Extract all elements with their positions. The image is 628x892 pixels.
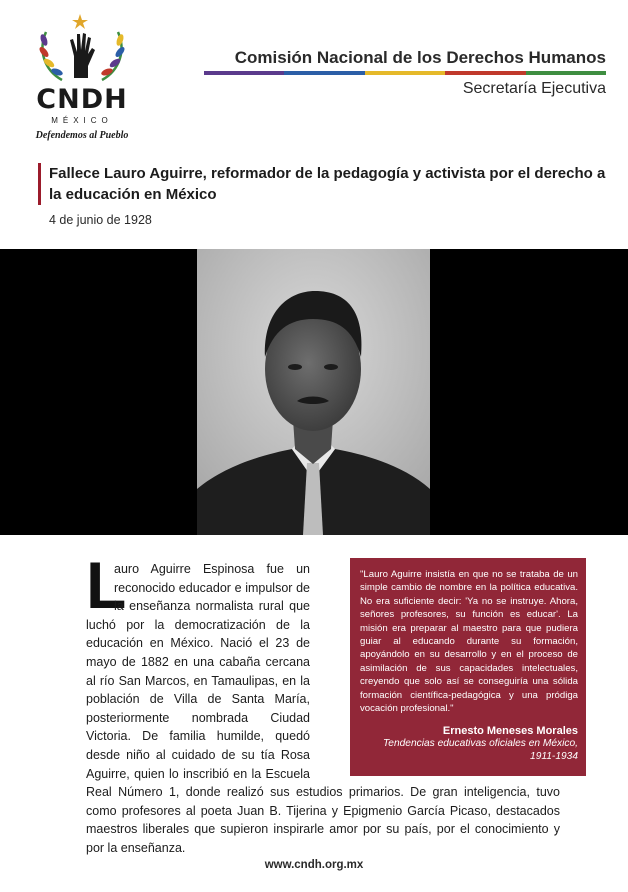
logo-wordmark: CNDH <box>36 84 128 115</box>
stripe-segment <box>284 71 364 75</box>
laurel-hand-emblem-icon <box>22 10 142 84</box>
footer-url[interactable]: www.cndh.org.mx <box>264 859 364 871</box>
article-title: Fallece Lauro Aguirre, reformador de la pedagogía y activista por el derecho a la educación en México <box>49 165 606 203</box>
organization-subtitle: Secretaría Ejecutiva <box>462 80 606 97</box>
drop-cap: L <box>86 548 127 622</box>
stripe-segment <box>445 71 525 75</box>
drop-cap-spacer <box>86 560 114 614</box>
article-body <box>86 560 560 855</box>
stripe-segment <box>365 71 445 75</box>
article-title-block <box>38 163 609 205</box>
photo-band <box>0 249 628 535</box>
portrait-photo <box>197 249 430 535</box>
quote-spacer <box>316 560 560 776</box>
logo-motto: Defendemos al Pueblo <box>35 130 129 141</box>
quote-author: Ernesto Meneses Morales <box>442 725 578 738</box>
cndh-logo <box>22 10 142 145</box>
stripe-segment <box>204 71 284 75</box>
color-stripe <box>204 71 606 75</box>
stripe-segment <box>526 71 606 75</box>
quote-text: "Lauro Aguirre insistía en que no se trataba de un simple cambio de nombre en la política educativa. No era suficiente decir: 'Ya no se instruye. Ahora, señores profesores, su función es educar'. La misión era preparar al maestro para que pudiera guiar al educando durante su formación, apoyándolo en su desarrollo y en el proceso de asimilación de sus capacidades intelectuales, creyendo que solo así se conseguiría una sólida formación científica-pedagógica y una pródiga vocación profesional." <box>360 569 578 715</box>
article-body-text: auro Aguirre Espinosa fue un reconocido educador e impulsor de la enseñanza normalista rural que luchó por la democratización de la educación en México. Nació el 23 de mayo de 1882 en una cabaña cercana al río San Marcos, en Tamaulipas, en la población de Villa de Santa María, posteriormente nombrada Ciudad Victoria. De familia humilde, quedó desde niño al cuidado de su tía Rosa Aguirre, quien lo inscribió en la Escuela Real Número 1, donde realizó sus estudios primarios. De gran inteligencia, tuvo como profesores al poeta Juan B. Tijerina y Epigmenio García Picaso, destacados maestros liberales que supieron inspirarle amor por su país, por el conocimiento y por la enseñanza. <box>86 562 560 855</box>
logo-country: MÉXICO <box>51 116 113 125</box>
article-date: 4 de junio de 1928 <box>49 213 152 227</box>
quote-source: Tendencias educativas oficiales en México, 1911-1934 <box>383 738 578 763</box>
organization-name: Comisión Nacional de los Derechos Humanos <box>234 48 606 67</box>
